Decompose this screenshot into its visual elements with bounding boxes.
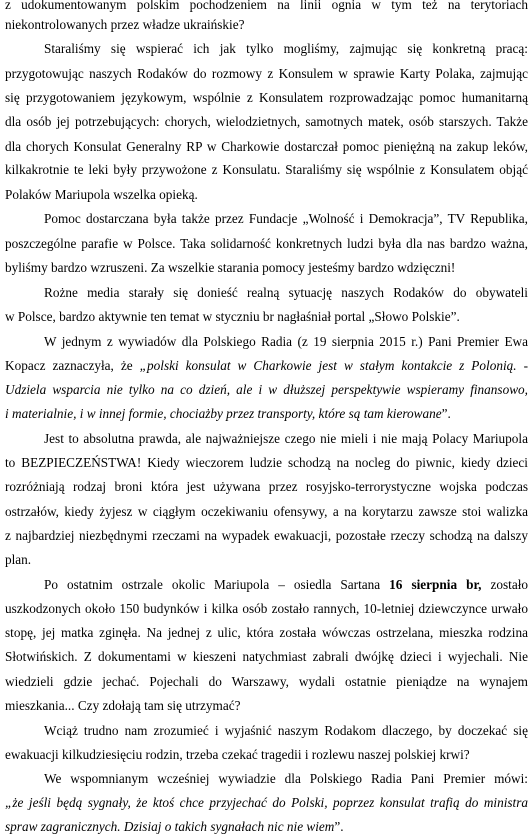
text-line: poszczególne parafie w Polsce. Taka solidarność konkretnych ludzi była dla nas bardzo ważna, xyxy=(5,236,528,251)
text-line: Pomoc dostarczana była także przez Fundacje „Wolność i Demokracja”, TV Republika, xyxy=(44,211,528,226)
text-line: Jest to absolutna prawda, ale najważniejsze czego nie mieli i nie mają Polacy Mariupola xyxy=(44,431,528,446)
text-line xyxy=(5,405,528,422)
text-line: ostrzałów, kiedy żyjesz w ciągłym oczekiwaniu ofensywy, a na korytarzu zawsze stoi walizka xyxy=(5,504,528,519)
text-line: niekontrolowanych przez władze ukraińskie? xyxy=(5,17,245,32)
text-line xyxy=(5,794,528,811)
text-line xyxy=(5,381,528,398)
text-line: plan. xyxy=(5,552,32,567)
text-line: z udokumentowanym polskim pochodzeniem na linii ognia w tym też na terytoriach xyxy=(5,0,528,12)
bold-text: 16 sierpnia br, xyxy=(389,577,482,592)
text-line: dla osób jej potrzebujących: chorych, wielodzietnych, samotnych matek, osób starszych. Także xyxy=(5,114,528,129)
text-line: przygotowując naszych Rodaków do rozmowy z Konsulem w sprawie Karty Polaka, zajmując xyxy=(5,66,528,81)
text-segment: zostało xyxy=(481,577,529,592)
text-line: ewakuacji kilkudziesięciu rodzin, trzeba czekać tragedii i rozlewu naszej polskiej krwi? xyxy=(5,747,470,762)
text-line: Rożne media starały się donieść realną sytuację naszych Rodaków do obywateli xyxy=(44,285,528,300)
text-line: Słotwińskich. Z dokumentami w kieszeni natychmiast zabrali dwójkę dzieci i wyjechali. Nie xyxy=(5,649,528,664)
text-line: dla chorych Konsulat Generalny RP w Charkowie dostarczał pomoc pieniężną na zakup leków, xyxy=(5,139,528,154)
text-line: kilkakrotnie te leki były przywożone z Konsulatu. Staraliśmy się wspólnie z Konsulatem objąć xyxy=(5,162,528,177)
text-line xyxy=(5,818,528,835)
text-line: z najbardziej niezbędnymi rzeczami na wypadek ewakuacji, pozostałe rzeczy schodzą na dalszy xyxy=(5,528,528,543)
text-line: W jednym z wywiadów dla Polskiego Radia (z 19 sierpnia 2015 r.) Pani Premier Ewa xyxy=(44,334,528,349)
text-line: byliśmy bardzo wzruszeni. Za wszelkie starania pomocy jesteśmy bardzo wdzięczni! xyxy=(5,260,456,275)
text-segment: ”. xyxy=(334,819,344,834)
italic-quote-text: „że jeśli będą sygnały, że ktoś chce przyjechać do Polski, poprzez konsulat trafią do ministra xyxy=(5,795,528,810)
text-segment: Kopacz zaznaczyła, że xyxy=(5,358,140,373)
text-line: w Polsce, bardzo aktywnie ten temat w styczniu br nagłaśniał portal „Słowo Polskie”. xyxy=(5,309,460,324)
italic-quote-text: i materialnie, i w innej formie, chociażby przez transporty, które są tam kierowane xyxy=(5,406,442,421)
text-line: stopę, jej matka zginęła. Na jednej z ulic, która została wówczas ostrzelana, mieszka rodzina xyxy=(5,625,528,640)
italic-quote-text: Udziela wsparcia nie tylko na co dzień, ale i w dłuższej perspektywie wspieramy finansowo, xyxy=(5,382,528,397)
italic-quote-text: spraw zagranicznych. Dzisiaj o takich sygnałach nic nie wiem xyxy=(5,819,335,834)
text-line: Polaków Mariupola wszelka opieką. xyxy=(5,187,198,202)
text-line: We wspomnianym wcześniej wywiadzie dla Polskiego Radia Pani Premier mówi: xyxy=(44,771,528,786)
text-line xyxy=(44,576,528,593)
text-line: to BEZPIECZEŃSTWA! Kiedy wieczorem ludzie schodzą na nocleg do piwnic, kiedy dzieci xyxy=(5,455,528,470)
text-line: rozróżniają rodzaj broni która jest używana przez rosyjsko-terrorystyczne wojska podczas xyxy=(5,479,528,494)
italic-quote-text: „polski konsulat w Charkowie jest w stałym kontakcie z Polonią. - xyxy=(139,358,528,373)
text-segment: ”. xyxy=(441,406,451,421)
text-line: mieszkania... Czy zdołają tam się utrzymać? xyxy=(5,698,241,713)
text-line: wiedzieli gdzie jechać. Pojechali do Warszawy, wydali ostatnie pieniądze na wynajem xyxy=(5,674,528,689)
text-segment: Po ostatnim ostrzale okolic Mariupola – osiedla Sartana xyxy=(44,577,390,592)
text-line: Wciąż trudno nam zrozumieć i wyjaśnić naszym Rodakom dlaczego, by doczekać się xyxy=(44,723,528,738)
text-line: uszkodzonych około 150 budynków i kilka osób zostało rannych, 10-letniej dziewczynce urwało xyxy=(5,601,528,616)
text-line: Staraliśmy się wspierać ich jak tylko mogliśmy, zajmując się konkretną pracą: xyxy=(44,41,528,56)
text-line: się przygotowaniem językowym, wspólnie z Konsulatem rozprowadzając pomoc humanitarną xyxy=(5,90,528,105)
text-line xyxy=(5,357,528,374)
